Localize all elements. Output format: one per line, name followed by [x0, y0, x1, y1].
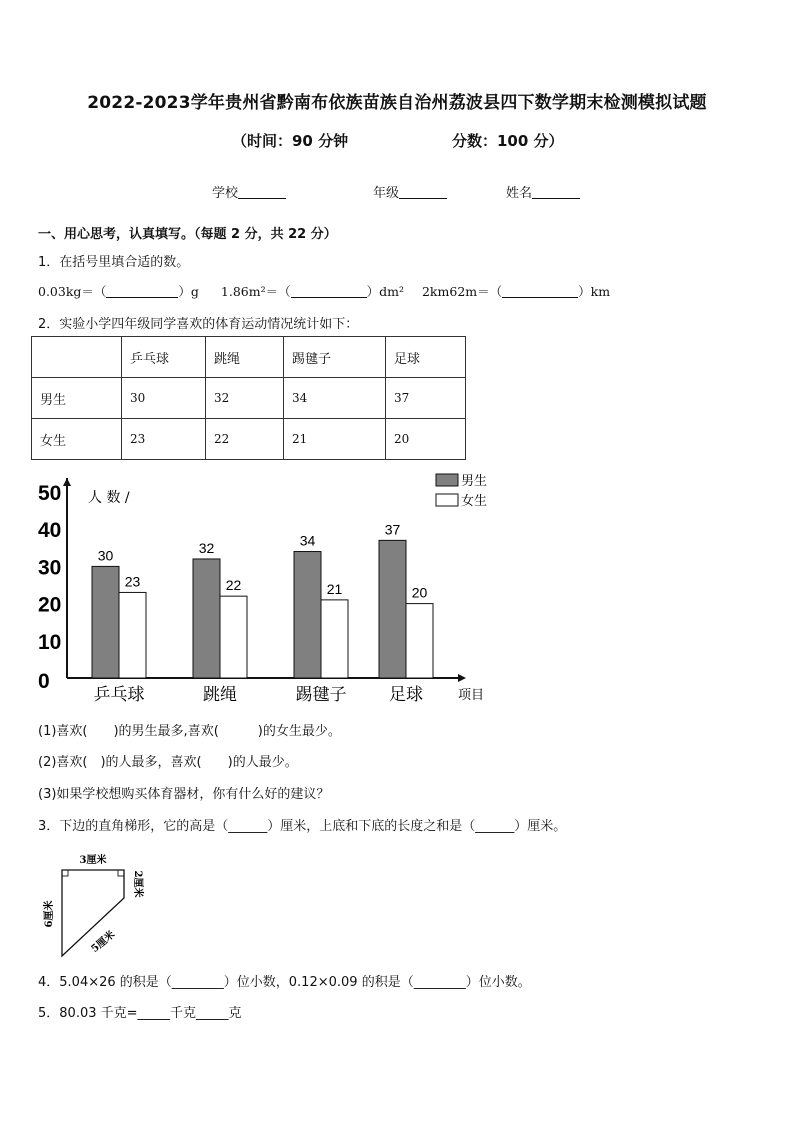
table-cell: 跳绳: [206, 337, 284, 378]
question-2-sub-2: (2)喜欢( )的人最多，喜欢( )的人最少。: [38, 755, 298, 770]
bar-girls: [406, 604, 433, 678]
bar-boys: [294, 552, 321, 678]
y-tick-label: 10: [38, 630, 62, 654]
y-tick-label: 0: [38, 670, 50, 693]
bar-girls: [220, 596, 247, 678]
answer-blank-km[interactable]: [502, 285, 578, 298]
bar-boys: [193, 559, 220, 678]
y-tick-label: 50: [38, 482, 62, 505]
sports-bar-chart: [30, 470, 500, 710]
bar-girls: [321, 600, 348, 678]
exam-time: （时间：90 分钟: [232, 132, 349, 150]
x-tick-label: 跳绳: [203, 685, 237, 705]
exam-title: 2022-2023学年贵州省黔南布依族苗族自治州荔波县四下数学期末检测模拟试题: [87, 93, 707, 113]
table-cell: 踢毽子: [284, 337, 386, 378]
label-slant: 5厘米: [89, 929, 118, 955]
x-axis-label: 项目: [458, 688, 485, 703]
data-label: 23: [124, 573, 141, 590]
exam-score: 分数：100 分）: [452, 132, 564, 150]
table-row: [32, 378, 466, 419]
y-tick-label: 20: [38, 593, 62, 617]
question-2-prompt: 2．实验小学四年级同学喜欢的体育运动情况统计如下：: [38, 317, 359, 332]
label-right: 2厘米: [132, 870, 143, 898]
name-blank[interactable]: [532, 186, 580, 199]
data-label: 34: [299, 532, 316, 549]
y-axis-arrow: [63, 478, 71, 486]
school-blank[interactable]: [238, 186, 286, 199]
x-tick-label: 足球: [389, 685, 423, 705]
school-field: 学校: [212, 182, 286, 201]
y-tick-label: 30: [38, 556, 62, 580]
right-angle-mark: [118, 870, 124, 876]
y-axis-label: 人 数 /: [88, 490, 130, 506]
data-label: 30: [97, 547, 114, 564]
question-4-prompt: 4．5.04×26 的积是（________）位小数，0.12×0.09 的积是（________）位小数。: [38, 975, 531, 990]
data-label: 32: [198, 539, 215, 556]
question-2-sub-1: (1)喜欢( )的男生最多,喜欢( )的女生最少。: [38, 724, 341, 739]
table-cell: 22: [206, 419, 284, 460]
right-trapezoid-figure: [40, 848, 150, 964]
answer-blank-dm2[interactable]: [291, 285, 367, 298]
legend-label: 女生: [461, 494, 488, 509]
table-row: [32, 419, 466, 460]
table-cell: 30: [122, 378, 206, 419]
bar-boys: [92, 566, 119, 678]
table-cell: 23: [122, 419, 206, 460]
x-axis-arrow: [458, 674, 466, 682]
table-header-row: [32, 337, 466, 378]
table-cell: 32: [206, 378, 284, 419]
legend-swatch: [436, 494, 458, 506]
table-cell: 37: [386, 378, 466, 419]
grade-field: 年级: [373, 182, 447, 201]
x-tick-label: 乒乓球: [93, 685, 145, 705]
question-1-prompt: 1．在括号里填合适的数。: [38, 255, 190, 270]
question-2-sub-3: (3)如果学校想购买体育器材，你有什么好的建议？: [38, 787, 330, 802]
data-label: 22: [225, 577, 242, 594]
answer-blank-kg[interactable]: [106, 285, 178, 298]
bar-girls: [119, 592, 146, 678]
x-tick-label: 踢毽子: [295, 685, 347, 705]
legend-swatch: [436, 474, 458, 486]
question-5-prompt: 5．80.03 千克=_____千克_____克: [38, 1006, 242, 1021]
data-label: 37: [384, 521, 401, 538]
table-cell: 乒乓球: [122, 337, 206, 378]
table-cell: 男生: [32, 378, 122, 419]
data-label: 20: [411, 584, 428, 601]
question-3-prompt: 3．下边的直角梯形，它的高是（______）厘米，上底和下底的长度之和是（______）厘米。: [38, 819, 567, 834]
table-cell: 34: [284, 378, 386, 419]
section-heading: 一、用心思考，认真填写。（每题 2 分，共 22 分）: [38, 227, 337, 242]
sports-stats-table: [31, 336, 466, 460]
table-cell: 21: [284, 419, 386, 460]
question-1-items: 0.03kg＝（ ）g 1.86m²＝（ ）dm² 2km62m＝（ ）km: [38, 284, 611, 299]
table-cell: [32, 337, 122, 378]
bar-boys: [379, 540, 406, 678]
table-cell: 女生: [32, 419, 122, 460]
table-cell: 20: [386, 419, 466, 460]
label-left: 6厘米: [44, 900, 55, 928]
label-top: 3厘米: [79, 855, 107, 866]
y-tick-label: 40: [38, 519, 62, 543]
right-angle-mark: [62, 870, 68, 876]
name-field: 姓名: [506, 182, 580, 201]
data-label: 21: [326, 580, 343, 597]
legend-label: 男生: [461, 474, 488, 489]
table-cell: 足球: [386, 337, 466, 378]
grade-blank[interactable]: [399, 186, 447, 199]
